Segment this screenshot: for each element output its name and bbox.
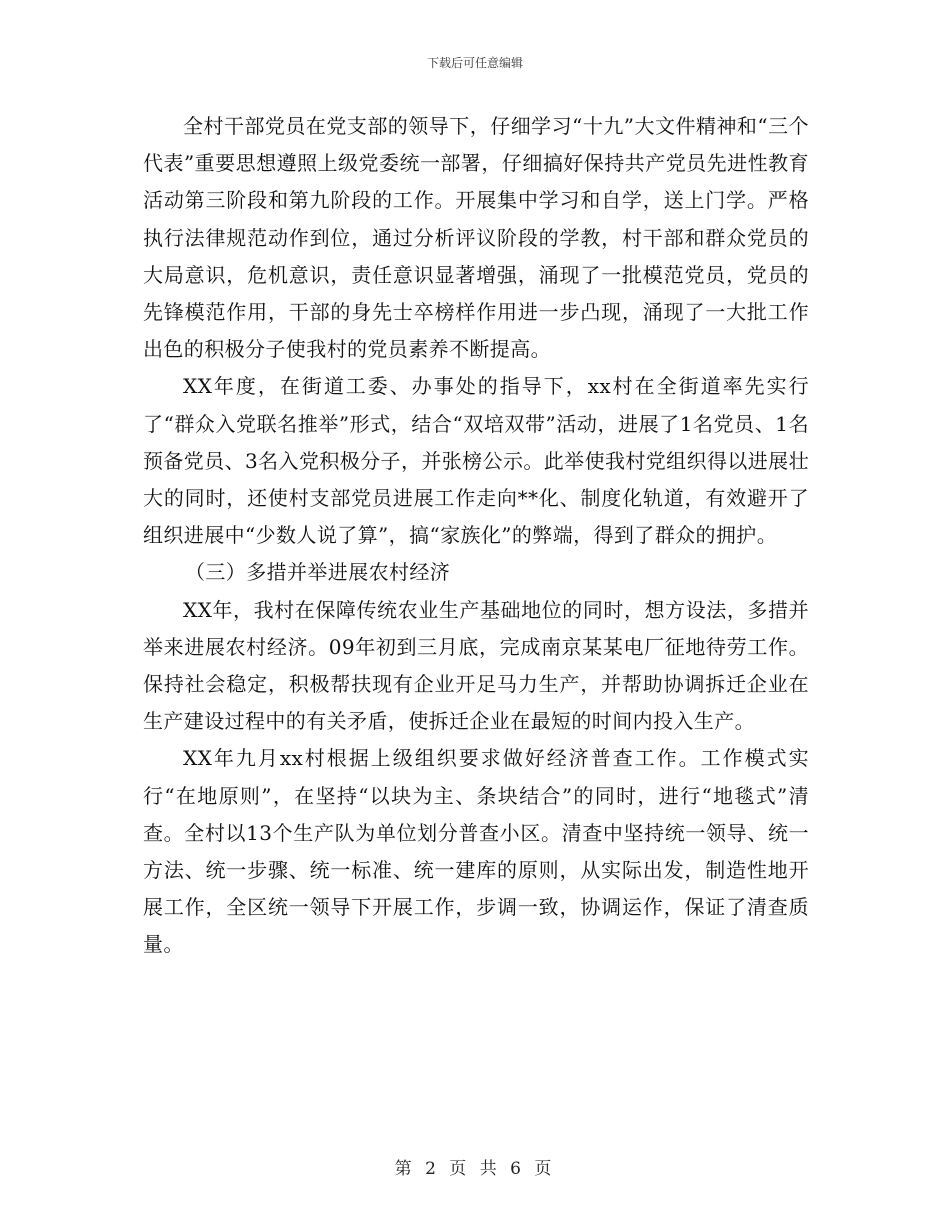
body-paragraph: XX年度，在街道工委、办事处的指导下，xx村在全街道率先实行了“群众入党联名推举”形式，结合“双培双带”活动，进展了1名党员、1名预备党员、3名入党积极分子，并张榜公示。此举使我村党组织得以进展壮大的同时，还使村支部党员进展工作走向**化、制度化轨道，有效避开了组织进展中“少数人说了算”，搞“家族化”的弊端，得到了群众的拥护。 <box>143 374 809 548</box>
body-paragraph: XX年九月xx村根据上级组织要求做好经济普查工作。工作模式实行“在地原则”，在坚持“以块为主、条块结合”的同时，进行“地毯式”清查。全村以13个生产队为单位划分普查小区。清查中坚持统一领导、统一方法、统一步骤、统一标准、统一建库的原则，从实际出发，制造性地开展工作，全区统一领导下开展工作，步调一致，协调运作，保证了清查质量。 <box>143 746 809 957</box>
section-heading: （三）多措并举进展农村经济 <box>185 560 451 585</box>
body-paragraph: 全村干部党员在党支部的领导下，仔细学习“十九”大文件精神和“三个代表”重要思想遵照上级党委统一部署，仔细搞好保持共产党员先进性教育活动第三阶段和第九阶段的工作。开展集中学习和自学，送上门学。严格执行法律规范动作到位，通过分析评议阶段的学教，村干部和群众党员的大局意识，危机意识，责任意识显著增强，涌现了一批模范党员，党员的先锋模范作用，干部的身先士卒榜样作用进一步凸现，涌现了一大批工作出色的积极分子使我村的党员素养不断提高。 <box>143 114 809 362</box>
page-header: 下载后可任意编辑 <box>426 56 523 70</box>
document-body <box>143 108 809 964</box>
page-number: 第 2 页 共 6 页 <box>394 1159 556 1179</box>
body-paragraph: XX年，我村在保障传统农业生产基础地位的同时，想方设法，多措并举来进展农村经济。09年初到三月底，完成南京某某电厂征地待劳工作。保持社会稳定，积极帮扶现有企业开足马力生产，并帮助协调拆迁企业在生产建设过程中的有关矛盾，使拆迁企业在最短的时间内投入生产。 <box>143 597 809 734</box>
